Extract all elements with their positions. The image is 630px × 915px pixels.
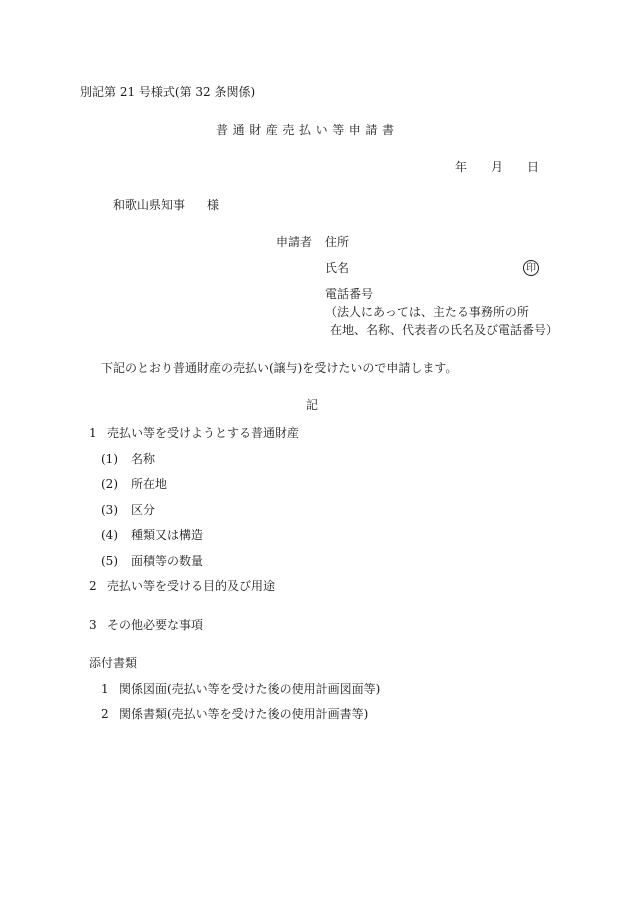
item-number: 3	[89, 618, 97, 632]
attachment-label: 関係書類(売払い等を受けた後の使用計画書等)	[119, 707, 369, 721]
attachment-label: 関係図面(売払い等を受けた後の使用計画図面等)	[119, 682, 381, 696]
seal-mark: 印	[523, 260, 539, 276]
document-title: 普通財産売払い等申請書	[216, 123, 399, 137]
subitem-number: (1)	[101, 452, 118, 466]
addressee-name: 和歌山県知事	[113, 198, 186, 212]
application-statement: 下記のとおり普通財産の売払い(譲与)を受けたいので申請します。	[101, 361, 458, 375]
item-label: その他必要な事項	[107, 618, 204, 632]
item-number: 2	[89, 579, 97, 593]
subitem-number: (5)	[101, 554, 118, 568]
form-number: 別記第 21 号様式(第 32 条関係)	[80, 85, 256, 99]
addressee-honorific: 様	[207, 198, 220, 212]
subitem-number: (4)	[101, 528, 118, 542]
subitem-label: 所在地	[131, 477, 168, 491]
address-label: 住所	[325, 235, 350, 249]
applicant-note-line2: 在地、名称、代表者の氏名及び電話番号）	[330, 323, 559, 337]
attachment-number: 1	[101, 682, 109, 696]
subitem-number: (2)	[101, 477, 118, 491]
subitem-label: 種類又は構造	[131, 528, 204, 542]
item-label: 売払い等を受けようとする普通財産	[107, 426, 300, 440]
date-month-label: 月	[491, 160, 504, 174]
item-label: 売払い等を受ける目的及び用途	[107, 579, 276, 593]
date-year-label: 年	[455, 160, 468, 174]
applicant-note-line1: （法人にあっては、主たる事務所の所	[325, 305, 529, 319]
subitem-label: 名称	[131, 452, 156, 466]
item-number: 1	[89, 426, 97, 440]
date-day-label: 日	[527, 160, 540, 174]
phone-label: 電話番号	[325, 287, 374, 301]
subitem-label: 面積等の数量	[131, 554, 204, 568]
ki-heading: 記	[306, 398, 319, 412]
subitem-label: 区分	[131, 503, 156, 517]
name-label: 氏名	[325, 261, 350, 275]
applicant-label: 申請者	[276, 235, 313, 249]
subitem-number: (3)	[101, 503, 118, 517]
attachment-number: 2	[101, 707, 109, 721]
attachments-heading: 添付書類	[89, 656, 138, 670]
